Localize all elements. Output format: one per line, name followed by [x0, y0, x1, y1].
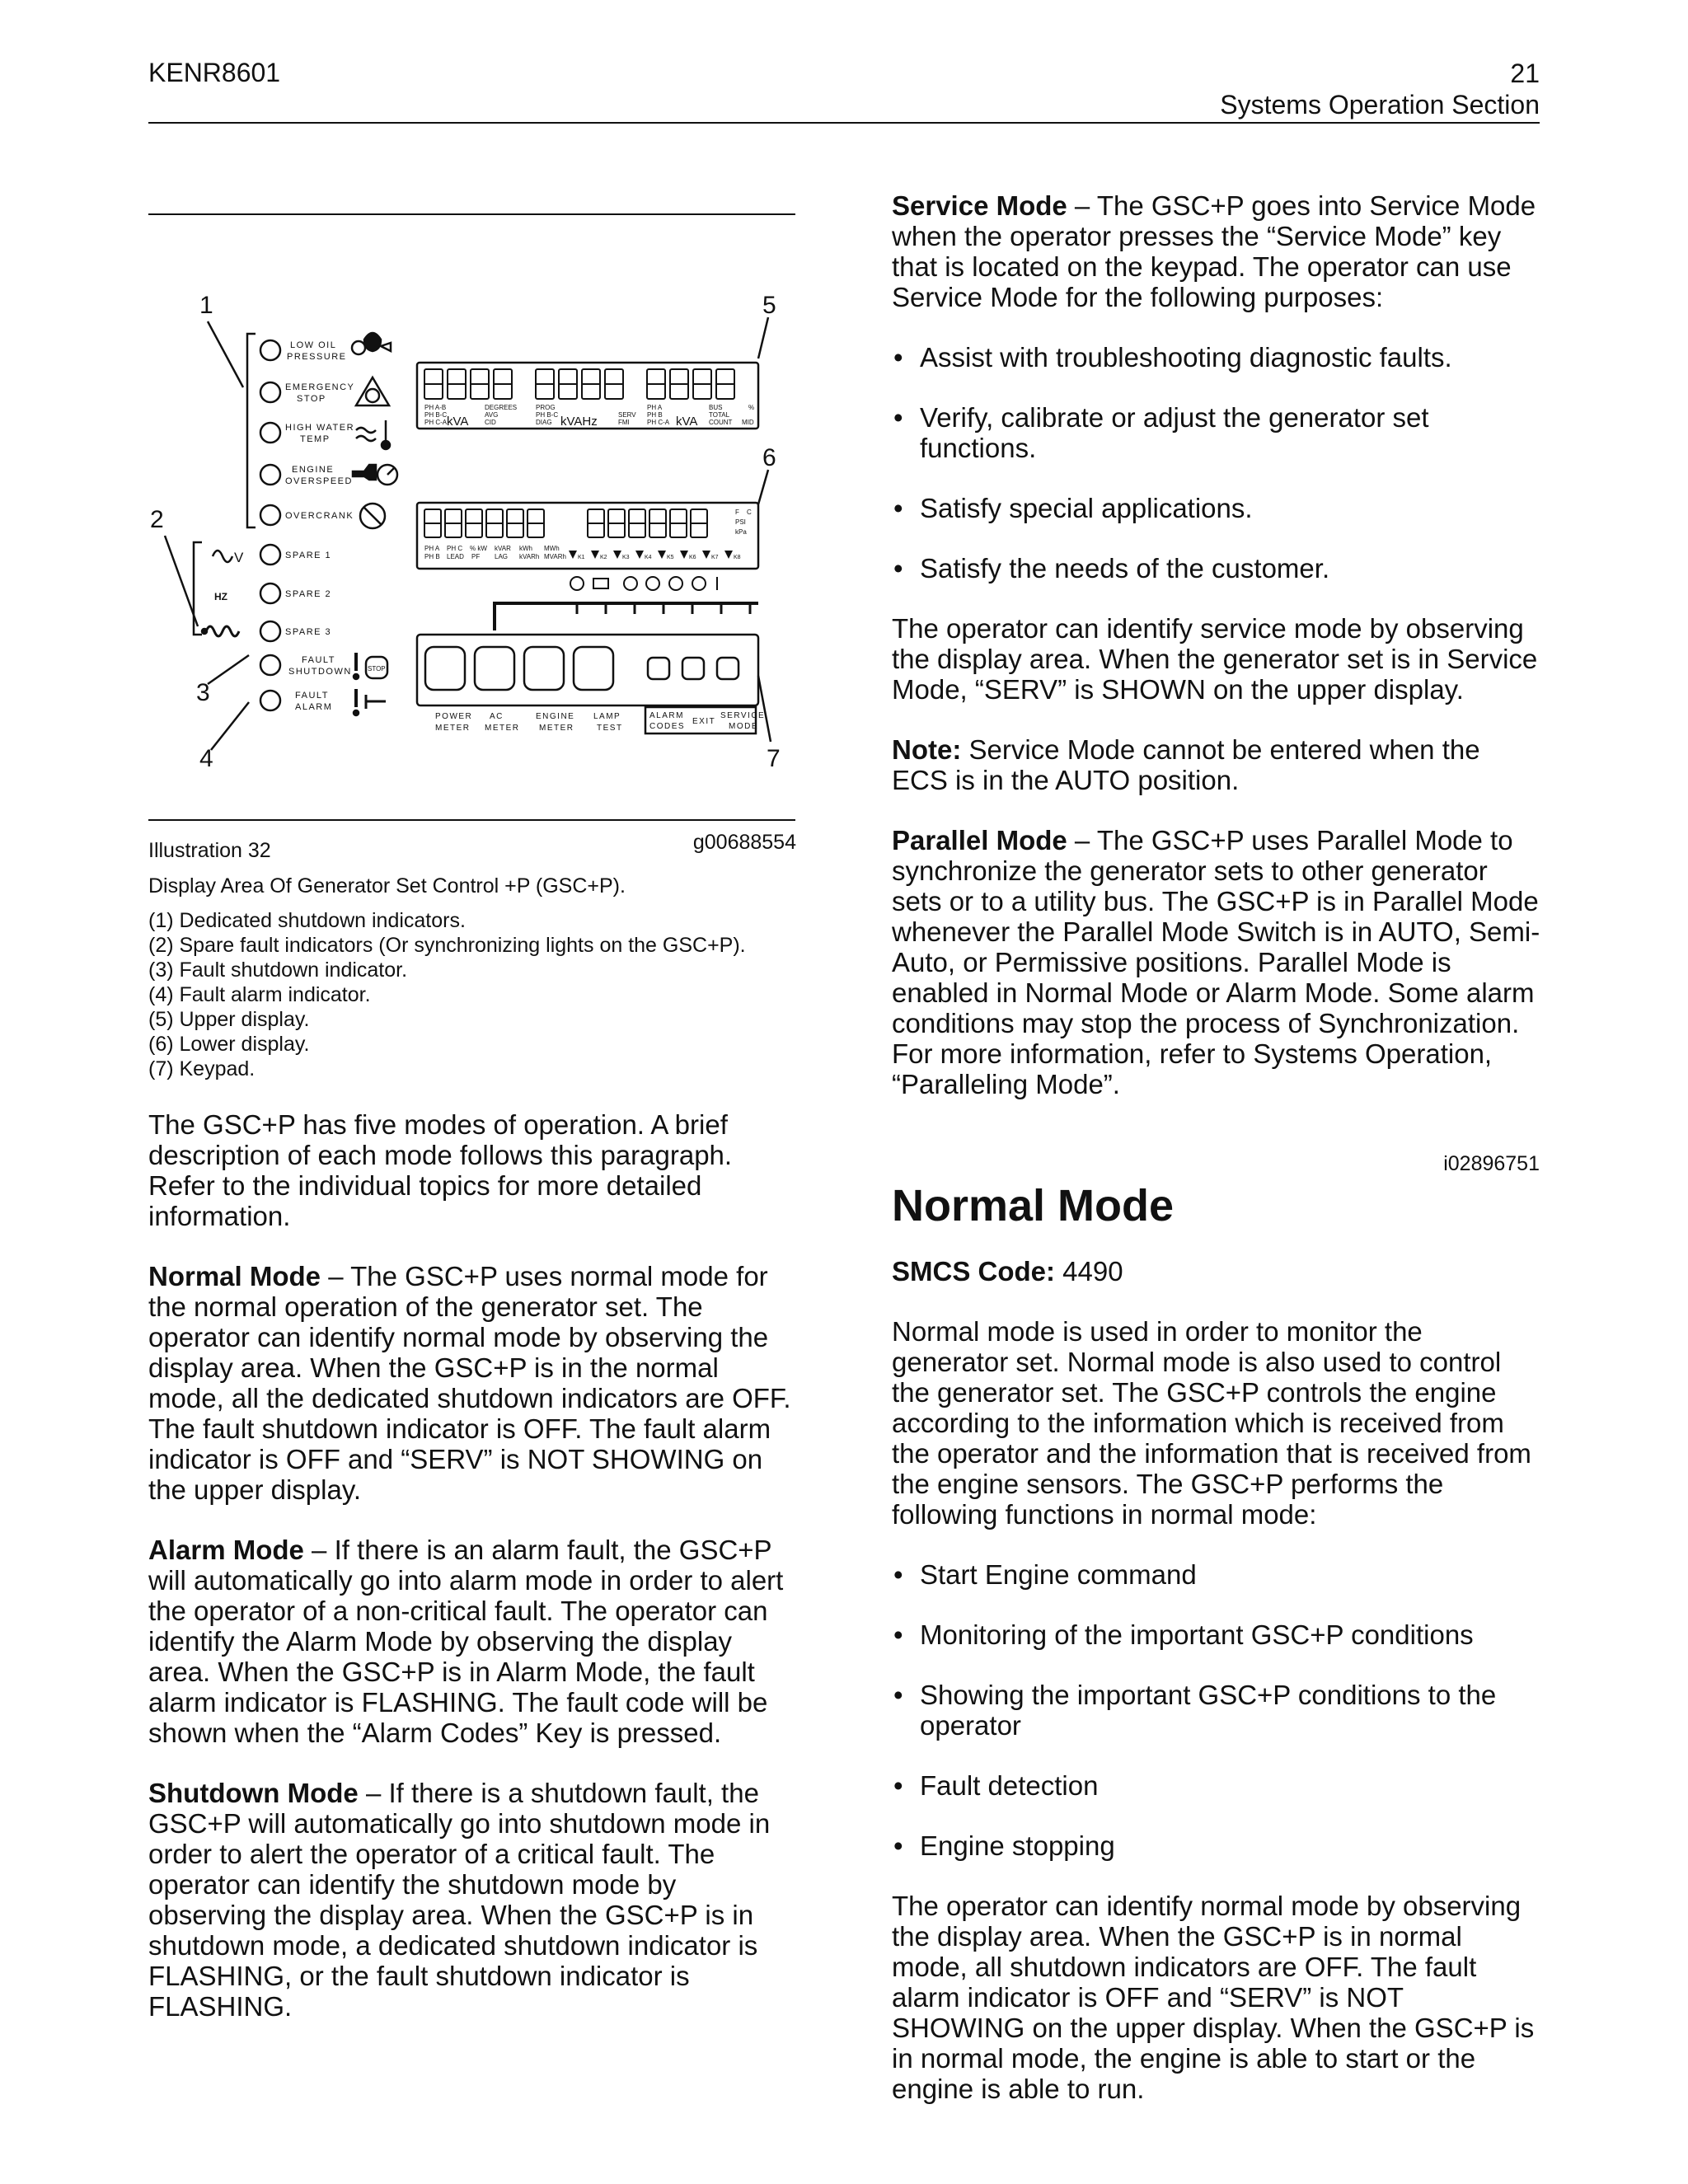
svg-text:METER: METER: [485, 724, 520, 733]
svg-text:PF: PF: [471, 553, 481, 560]
callout-5: 5: [762, 292, 776, 319]
alarm-mode-term: Alarm Mode: [148, 1535, 304, 1565]
callout-4: 4: [199, 745, 213, 772]
indicator-spare-3: SPARE 3: [285, 627, 332, 637]
legend-item: (3) Fault shutdown indicator.: [148, 958, 408, 982]
svg-text:PH C: PH C: [447, 545, 463, 552]
svg-text:K7: K7: [711, 555, 719, 560]
document-number: KENR8601: [148, 58, 281, 87]
callout-6: 6: [762, 444, 776, 471]
note-paragraph: Note: Service Mode cannot be entered when the ECS is in the AUTO position.: [892, 734, 1480, 795]
smcs-label: SMCS Code:: [892, 1256, 1055, 1286]
svg-text:K4: K4: [645, 555, 652, 560]
engine-meter-key: [524, 647, 564, 690]
indicator-low-oil-2: PRESSURE: [287, 352, 347, 362]
svg-text:C: C: [747, 509, 752, 516]
topic-id: i02896751: [1443, 1152, 1540, 1175]
indicator-fault-alarm-2: ALARM: [295, 702, 333, 712]
normal-identify-paragraph: The operator can identify normal mode by observing the display area. When the GSC+P is in normal mode, all shutdown indicators are OFF. The fault alarm indicator is OFF and “SERV” is NOT SHOWING on the upper display. When the GSC+P is in normal mode, the engine is able to start or the engine is able to run.: [892, 1891, 1535, 2104]
svg-text:AVG: AVG: [485, 411, 499, 419]
svg-text:FMI: FMI: [618, 419, 630, 426]
legend-item: (1) Dedicated shutdown indicators.: [148, 909, 466, 932]
svg-text:%: %: [748, 404, 755, 411]
service-identify-paragraph: The operator can identify service mode by observing the display area. When the generator set is in Service Mode, “SERV” is SHOWN on the upper display.: [892, 613, 1538, 705]
list-item: • Showing the important GSC+P conditions to the operator: [892, 1680, 1543, 1741]
callout-7: 7: [767, 745, 781, 772]
svg-text:DIAG: DIAG: [536, 419, 552, 426]
normal-mode-description: Normal mode is used in order to monitor the generator set. Normal mode is also used to control the generator set. The GSC+P controls the engine according to the information which is received from the operator and the information that is received from the engine sensors. The GSC+P performs the following functions in normal mode:: [892, 1316, 1531, 1530]
svg-text:K1: K1: [578, 555, 585, 560]
svg-text:PH B-C: PH B-C: [536, 411, 559, 419]
list-item: • Engine stopping: [892, 1830, 1543, 1861]
parallel-mode-term: Parallel Mode: [892, 825, 1067, 855]
figure-bottom-rule: [148, 819, 795, 821]
illustration-number: Illustration 32: [148, 839, 271, 862]
indicator-spare-1: SPARE 1: [285, 551, 332, 560]
svg-text:SERVICE: SERVICE: [720, 711, 766, 720]
svg-text:EXIT: EXIT: [692, 717, 716, 726]
indicator-spare-2: SPARE 2: [285, 589, 332, 599]
ac-meter-key: [475, 647, 514, 690]
svg-text:ALARM: ALARM: [649, 711, 684, 720]
keypad: [417, 635, 758, 705]
section-heading: Normal Mode: [892, 1181, 1175, 1230]
list-item: • Fault detection: [892, 1770, 1543, 1801]
right-column-top: [892, 190, 1543, 1129]
status-icons-row: [570, 577, 717, 590]
legend-item: (2) Spare fault indicators (Or synchronizing lights on the GSC+P).: [148, 934, 746, 957]
indicator-fault-shutdown-1: FAULT: [302, 655, 335, 665]
list-item: • Start Engine command: [892, 1559, 1543, 1590]
svg-text:MWh: MWh: [544, 545, 560, 552]
svg-text:CID: CID: [485, 419, 496, 426]
list-item: • Satisfy the needs of the customer.: [892, 553, 1543, 583]
svg-text:PH C-A: PH C-A: [647, 419, 670, 426]
normal-mode-term: Normal Mode: [148, 1261, 321, 1291]
shutdown-mode-term: Shutdown Mode: [148, 1778, 359, 1808]
high-water-temp-icon: [356, 420, 390, 449]
figure-top-rule: [148, 213, 795, 215]
svg-text:PSI: PSI: [735, 518, 746, 526]
lamp-test-key: [574, 647, 613, 690]
sync-wave-icon: [206, 626, 239, 636]
svg-text:K5: K5: [667, 555, 674, 560]
svg-text:MID: MID: [742, 419, 754, 426]
power-meter-key: [425, 647, 465, 690]
indicator-high-water-1: HIGH WATER: [285, 423, 355, 433]
svg-text:TOTAL: TOTAL: [709, 411, 730, 419]
graphic-id: g00688554: [692, 831, 796, 854]
list-item: • Assist with troubleshooting diagnostic faults.: [892, 342, 1543, 373]
page-header-right: [1220, 58, 1540, 120]
svg-text:PH B: PH B: [647, 411, 663, 419]
indicator-fault-alarm-1: FAULT: [295, 691, 329, 701]
illustration-legend: [148, 908, 795, 1081]
svg-text:PH C-A: PH C-A: [424, 419, 448, 426]
alarm-codes-key: [648, 658, 669, 679]
svg-text:POWER: POWER: [435, 712, 473, 721]
service-purpose-list: [892, 342, 1543, 583]
svg-text:TEST: TEST: [597, 724, 623, 733]
svg-text:kVA: kVA: [447, 415, 469, 429]
parallel-mode-paragraph: Parallel Mode – The GSC+P uses Parallel Mode to synchronize the generator sets to other generator sets or to a utility bus. The GSC+P is in Parallel Mode whenever the Parallel Mode Switch is in AUTO, Semi-Auto, or Permissive positions. Parallel Mode is enabled in Normal Mode or Alarm Mode. Some alarm conditions may stop the process of Synchronization. For more information, refer to Systems Operation, “Paralleling Mode”.: [892, 825, 1540, 1099]
indicator-overspeed-1: ENGINE: [292, 465, 335, 475]
svg-text:PH B: PH B: [424, 553, 440, 560]
right-column-bottom: [892, 1256, 1543, 2134]
normal-functions-list: [892, 1559, 1543, 1861]
service-mode-term: Service Mode: [892, 190, 1067, 221]
svg-text:ENGINE: ENGINE: [536, 712, 575, 721]
lower-display-digits: [424, 509, 707, 537]
svg-text:METER: METER: [539, 724, 574, 733]
indicator-estop-1: EMERGENCY: [285, 382, 355, 392]
overcrank-icon: [360, 504, 385, 528]
note-label: Note:: [892, 734, 962, 765]
smcs-code: SMCS Code: 4490: [892, 1256, 1123, 1286]
callout-3: 3: [196, 679, 210, 706]
svg-text:BUS: BUS: [709, 404, 723, 411]
callout-2: 2: [150, 506, 164, 533]
volts-label: V: [234, 550, 244, 565]
svg-text:METER: METER: [435, 724, 471, 733]
svg-text:kVA: kVA: [676, 415, 698, 429]
indicator-low-oil-1: LOW OIL: [290, 340, 337, 350]
low-oil-pressure-icon: [352, 333, 391, 354]
svg-text:PH A: PH A: [647, 404, 663, 411]
svg-text:K6: K6: [689, 555, 696, 560]
indicator-overspeed-2: OVERSPEED: [285, 476, 353, 486]
svg-text:LEAD: LEAD: [447, 553, 464, 560]
alarm-mode-paragraph: Alarm Mode – If there is an alarm fault, the GSC+P will automatically go into alarm mode in order to alert the operator of a non-critical fault. The operator can identify the Alarm Mode by observing the display area. When the GSC+P is in Alarm Mode, the fault alarm indicator is FLASHING. The fault code will be shown when the “Alarm Codes” Key is pressed.: [148, 1535, 784, 1748]
indicator-estop-2: STOP: [297, 394, 326, 404]
svg-text:kVARh: kVARh: [519, 553, 540, 560]
svg-text:MVARh: MVARh: [544, 553, 566, 560]
list-item: • Verify, calibrate or adjust the generator set functions.: [892, 402, 1543, 463]
svg-text:DEGREES: DEGREES: [485, 404, 518, 411]
illustration-title: Display Area Of Generator Set Control +P (GSC+P).: [148, 874, 626, 898]
indicator-overcrank: OVERCRANK: [285, 511, 354, 521]
svg-text:SERV: SERV: [618, 411, 636, 419]
svg-text:kPa: kPa: [735, 528, 747, 536]
section-title: Systems Operation Section: [1220, 90, 1540, 120]
shutdown-mode-paragraph: Shutdown Mode – If there is a shutdown fault, the GSC+P will automatically go into shutdown mode in order to alert the operator of a critical fault. The operator can identify the shutdown mode by observing the display area. When the GSC+P is in shutdown mode, a dedicated shutdown indicator is FLASHING, or the fault shutdown indicator is FLASHING.: [148, 1778, 771, 2022]
svg-text:K8: K8: [734, 555, 741, 560]
legend-item: (7) Keypad.: [148, 1057, 256, 1080]
svg-text:COUNT: COUNT: [709, 419, 733, 426]
svg-text:% kW: % kW: [470, 545, 487, 552]
svg-text:kVAR: kVAR: [495, 545, 511, 552]
legend-item: (6) Lower display.: [148, 1033, 310, 1056]
svg-text:PH B-C: PH B-C: [424, 411, 448, 419]
engine-overspeed-icon: [353, 465, 397, 485]
callout-1: 1: [199, 292, 213, 319]
legend-item: (4) Fault alarm indicator.: [148, 983, 371, 1006]
svg-text:K3: K3: [622, 555, 630, 560]
list-item: • Monitoring of the important GSC+P conditions: [892, 1619, 1543, 1650]
upper-display-digits: [424, 369, 734, 399]
indicator-high-water-2: TEMP: [300, 434, 331, 444]
svg-text:CODES: CODES: [649, 722, 686, 731]
hertz-label: HZ: [214, 591, 227, 602]
fault-alarm-icon: [354, 689, 386, 715]
intro-paragraph: The GSC+P has five modes of operation. A brief description of each mode follows this paragraph. Refer to the individual topics for more detailed information.: [148, 1109, 733, 1231]
svg-text:K2: K2: [600, 555, 607, 560]
header-rule: [148, 122, 1540, 124]
exit-key: [682, 658, 704, 679]
list-item: • Satisfy special applications.: [892, 493, 1543, 523]
svg-text:F: F: [735, 509, 739, 516]
svg-text:LAMP: LAMP: [593, 712, 621, 721]
svg-text:STOP: STOP: [368, 665, 386, 673]
svg-text:PROG: PROG: [536, 404, 556, 411]
fault-shutdown-icon: [354, 653, 387, 679]
svg-text:kWh: kWh: [519, 545, 532, 552]
svg-text:PH A: PH A: [424, 545, 440, 552]
svg-text:kVAHz: kVAHz: [560, 415, 598, 429]
legend-item: (5) Upper display.: [148, 1008, 310, 1031]
gsc-display-illustration: [148, 280, 795, 808]
service-mode-paragraph: Service Mode – The GSC+P goes into Service Mode when the operator presses the “Service Mode” key that is located on the keypad. The operator can use Service Mode for the following purposes:: [892, 190, 1536, 312]
service-mode-key: [717, 658, 738, 679]
svg-text:PH A-B: PH A-B: [424, 404, 447, 411]
emergency-stop-icon: [356, 377, 389, 405]
page-number: 21: [1510, 59, 1540, 88]
indicator-fault-shutdown-2: SHUTDOWN: [288, 667, 352, 677]
svg-text:AC: AC: [490, 712, 504, 721]
left-column: [148, 1109, 799, 2051]
svg-text:MODE: MODE: [729, 722, 758, 731]
sine-wave-icon: [213, 551, 232, 562]
svg-text:LAG: LAG: [495, 553, 509, 560]
normal-mode-paragraph: Normal Mode – The GSC+P uses normal mode for the normal operation of the generator set. The operator can identify normal mode by observing the display area. When the GSC+P is in the normal mode, all the dedicated shutdown indicators are OFF. The fault shutdown indicator is OFF. The fault alarm indicator is OFF and “SERV” is NOT SHOWING on the upper display.: [148, 1261, 791, 1505]
